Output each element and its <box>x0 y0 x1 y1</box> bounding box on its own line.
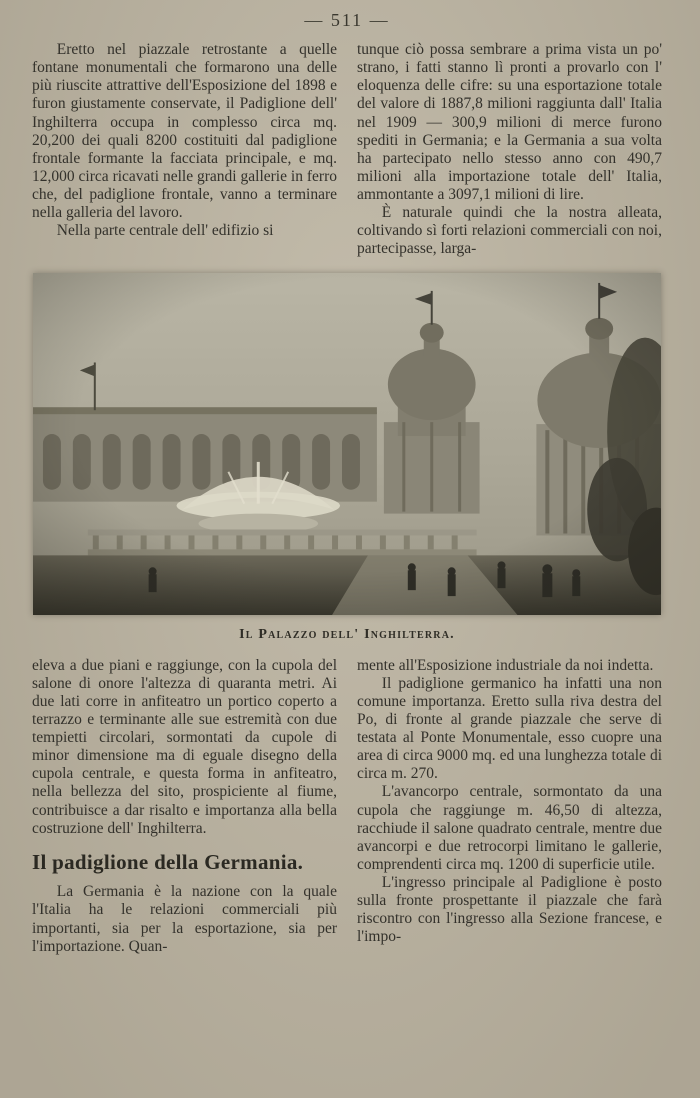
paragraph: Eretto nel piazzale retrostante a quelle fontane monumentali che formarono una delle più riuscite attrattive dell'Esposizione del 1898 e furon giustamente conservate, il Padiglione dell' Inghilterra occupa in complesso circa mq. 20,200 dei quali 8200 costituiti dal padiglione frontale formante la facciata principale, e mq. 12,000 circa ricavati nelle grandi gallerie in ferro che, del padiglione frontale, vanno a terminare nella galleria del lavoro. <box>32 41 337 222</box>
figure-caption: Il Palazzo dell' Inghilterra. <box>239 626 455 642</box>
section-heading: Il padiglione della Germania. <box>32 849 304 874</box>
bottom-right-column <box>357 657 662 956</box>
paragraph: Nella parte centrale dell' edifizio si <box>56 222 274 240</box>
paragraph: L'ingresso principale al Padiglione è posto sulla fronte prospettante il piazzale che farà riscontro con l'ingresso alla Sezione francese, e l'impo- <box>357 874 662 946</box>
top-right-column <box>357 41 662 259</box>
paragraph: L'avancorpo centrale, sormontato da una cupola che raggiunge m. 46,50 di altezza, racchiude il salone quadrato centrale, mentre due avancorpi e due retrocorpi limitano le gallerie, comprendenti circa mq. 1200 di superficie utile. <box>357 783 662 873</box>
top-left-column <box>32 41 337 259</box>
palace-photo-illustration <box>33 273 661 615</box>
figure <box>32 273 662 643</box>
photo-vignette <box>33 273 661 615</box>
paragraph: Il padiglione germanico ha infatti una non comune importanza. Eretto sulla riva destra del Po, di fronte al grande piazzale che serve di testata al Ponte Monumentale, esso cuopre una area di circa 9000 mq. ed una lunghezza totale di circa m. 270. <box>357 674 662 783</box>
paragraph: La Germania è la nazione con la quale l'Italia ha le relazioni commerciali più importanti, sia per la esportazione, sia per l'importazione. Quan- <box>32 883 337 955</box>
paragraph: mente all'Esposizione industriale da noi indetta. <box>357 656 654 674</box>
paragraph: eleva a due piani e raggiunge, con la cupola del salone di onore l'altezza di quaranta metri. Ai due lati corre in anfiteatro un portico coperto a terrazzo e terminante alle sue estremità con due tempietti circolari, sormontati da cupole di minor dimensione ma di eguale disegno della cupola centrale, e questa forma in anfiteatro, nella bellezza del sito, prospiciente al fiume, contribuisce a dar risalto e importanza alla bella costruzione dell' Inghilterra. <box>32 656 337 837</box>
paragraph: È naturale quindi che la nostra alleata, coltivando sì forti relazioni commerciali con noi, partecipasse, larga- <box>357 204 662 258</box>
bottom-text-block <box>32 657 662 956</box>
bottom-left-column <box>32 657 337 956</box>
top-text-block <box>32 41 662 259</box>
paragraph: tunque ciò possa sembrare a prima vista un po' strano, i fatti stanno lì pronti a provarlo con l' eloquenza delle cifre: su una esportazione totale del valore di 1887,8 milioni raggiunta dall' Italia nel 1909 — 300,9 milioni di merce furono spediti in Germania; e la Germania a sua volta ha partecipato nello stesso anno con 490,7 milioni alla importazione totale dell' Italia, ammontante a 3097,1 milioni di lire. <box>357 41 662 203</box>
page-number: — 511 — <box>304 10 390 30</box>
